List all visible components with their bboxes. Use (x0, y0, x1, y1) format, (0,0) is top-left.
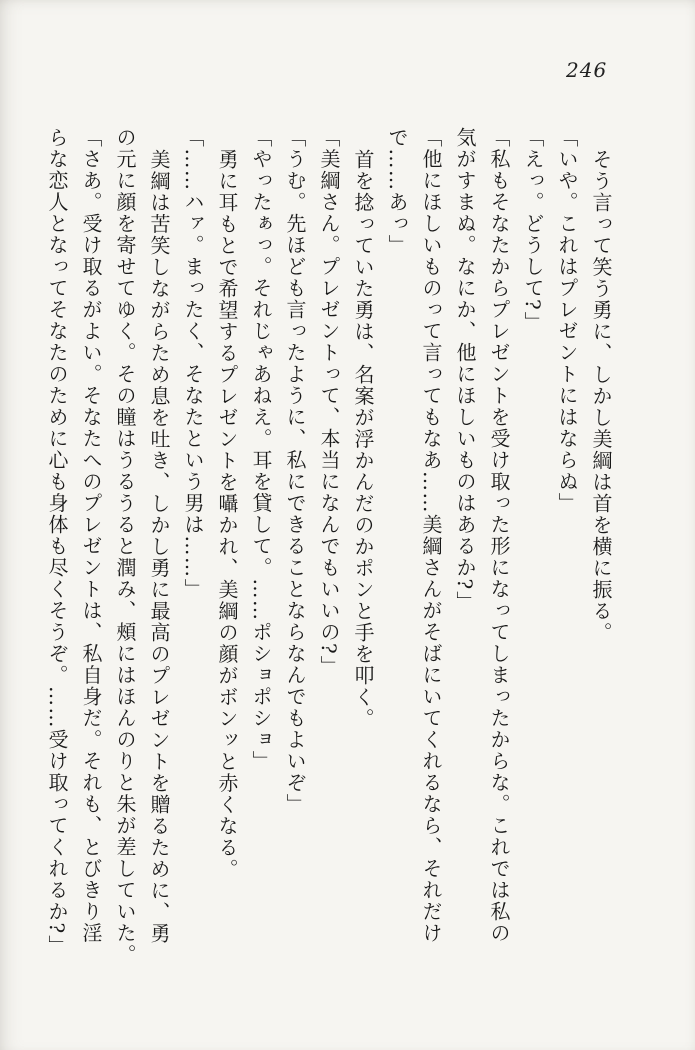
text-line: 気がすまぬ。なにか、他にほしいものはあるか?」 (453, 127, 477, 613)
text-line: 「いや。これはプレゼントにはならぬ」 (555, 127, 579, 514)
text-line: 「美綱さん。プレゼントって、本当になんでもいいの?」 (317, 127, 341, 677)
text-line: 首を捻っていた勇は、名案が浮かんだのかポンと手を叩く。 (351, 148, 375, 729)
page-number: 246 (566, 58, 608, 82)
text-line: 「……ハァ。まったく、そなたという男は……」 (181, 127, 205, 600)
text-line: らな恋人となってそなたのために心も身体も尽くそうぞ。……受け取ってくれるか?」 (45, 127, 69, 957)
text-line: 「えっ。どうして?」 (521, 127, 545, 333)
text-line: 「私もそなたからプレゼントを受け取った形になってしまったからな。これでは私の (487, 127, 511, 944)
vertical-text-block (40, 127, 618, 966)
text-line: 勇に耳もとで希望するプレゼントを囁かれ、美綱の顔がボンッと赤くなる。 (215, 148, 239, 880)
text-line: の元に顔を寄せてゆく。その瞳はうるうると潤み、頰にはほんのりと朱が差していた。 (113, 127, 137, 966)
text-line: 「うむ。先ほども言ったように、私にできることならなんでもよいぞ」 (283, 127, 307, 815)
text-line: 「さあ。受け取るがよい。そなたへのプレゼントは、私自身だ。それも、とびきり淫 (79, 127, 103, 944)
text-line: で……あっ」 (385, 127, 409, 256)
text-line: 「他にほしいものって言ってもなあ……美綱さんがそばにいてくれるなら、それだけ (419, 127, 443, 944)
text-line: 「やったぁっ。それじゃあねえ。耳を貸して。……ポショポショ」 (249, 127, 273, 772)
text-line: 美綱は苦笑しながらため息を吐き、しかし勇に最高のプレゼントを贈るために、勇 (147, 148, 171, 944)
text-line: そう言って笑う勇に、しかし美綱は首を横に振る。 (589, 148, 613, 643)
